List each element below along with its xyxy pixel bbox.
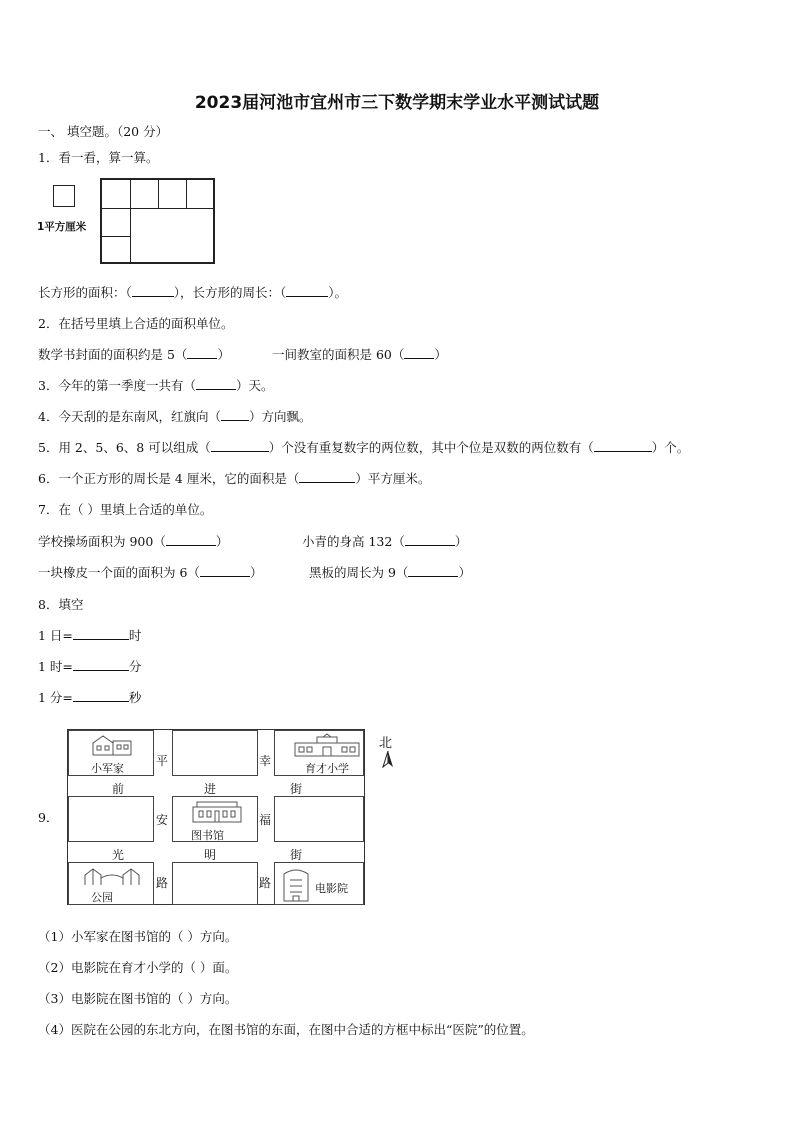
- answer-blank[interactable]: [408, 564, 458, 577]
- question-9-sub-3: （3）电影院在图书馆的（ ）方向。: [38, 991, 238, 1006]
- question-5: 5．用 2、5、6、8 可以组成（ ）个没有重复数字的两位数，其中个位是双数的两位数有（ ）个。: [38, 440, 690, 455]
- answer-blank[interactable]: [73, 658, 129, 671]
- library-building-icon: [191, 799, 243, 823]
- road-label: 路: [156, 876, 169, 890]
- park-pavilion-icon: [83, 866, 141, 886]
- question-7-part-b: 小青的身高 132（ ）: [302, 534, 468, 549]
- answer-blank[interactable]: [299, 470, 355, 483]
- question-6: 6．一个正方形的周长是 4 厘米，它的面积是（ ）平方厘米。: [38, 471, 431, 486]
- road-label: 街: [290, 782, 303, 796]
- map-block-home[interactable]: [68, 730, 154, 776]
- area-answer-blank[interactable]: [132, 284, 174, 297]
- question-2-part-b: 一间教室的面积是 60（ ）: [272, 347, 447, 362]
- question-8-part-b: 1 时= 分: [38, 659, 142, 674]
- answer-blank[interactable]: [211, 439, 269, 452]
- unit-square-label: 1平方厘米: [37, 221, 87, 233]
- road-label: 明: [204, 848, 217, 862]
- page-title: 2023届河池市宜州市三下数学期末学业水平测试试题: [194, 93, 600, 113]
- place-label-cinema: 电影院: [315, 882, 348, 895]
- question-8-part-a: 1 日= 时: [38, 628, 142, 643]
- cinema-building-icon: [281, 866, 311, 902]
- road-label: 街: [290, 848, 303, 862]
- question-9-sub-2: （2）电影院在育才小学的（ ）面。: [38, 960, 238, 975]
- question-2-stem: 2．在括号里填上合适的面积单位。: [38, 316, 234, 331]
- answer-blank[interactable]: [187, 346, 217, 359]
- question-8-stem: 8．填空: [38, 597, 84, 612]
- answer-blank[interactable]: [196, 377, 236, 390]
- question-1-answer-line: 长方形的面积：（ ），长方形的周长：（ ）。: [38, 285, 348, 300]
- question-2-part-a: 数学书封面的面积约是 5（ ）: [38, 347, 230, 362]
- map-block-empty[interactable]: [172, 730, 258, 776]
- road-label: 路: [259, 876, 272, 890]
- answer-blank[interactable]: [73, 627, 129, 640]
- place-label-home: 小军家: [91, 762, 124, 775]
- answer-blank[interactable]: [166, 533, 216, 546]
- question-4: 4．今天刮的是东南风，红旗向（ ）方向飘。: [38, 409, 312, 424]
- north-arrow-icon: [381, 750, 395, 768]
- place-label-library: 图书馆: [191, 829, 224, 842]
- road-label: 幸: [259, 754, 272, 768]
- road-label: 平: [156, 754, 169, 768]
- street-map-figure: [67, 729, 365, 905]
- place-label-park: 公园: [91, 891, 113, 904]
- road-label: 福: [259, 813, 272, 827]
- question-9-number: 9．: [38, 810, 59, 825]
- question-7-stem: 7．在（ ）里填上合适的单位。: [38, 502, 213, 517]
- answer-blank[interactable]: [594, 439, 652, 452]
- answer-blank[interactable]: [405, 533, 455, 546]
- road-label: 安: [156, 813, 169, 827]
- perimeter-answer-blank[interactable]: [286, 284, 328, 297]
- section-heading: 一、 填空题。（20 分）: [38, 124, 169, 139]
- question-9-sub-1: （1）小军家在图书馆的（ ）方向。: [38, 929, 238, 944]
- place-label-school: 育才小学: [305, 762, 349, 775]
- school-building-icon: [293, 733, 361, 757]
- map-block-empty[interactable]: [274, 796, 364, 842]
- north-label: 北: [379, 736, 393, 751]
- map-block-park[interactable]: [68, 862, 154, 905]
- question-7-part-a: 学校操场面积为 900（ ）: [38, 534, 229, 549]
- map-block-empty[interactable]: [68, 796, 154, 842]
- question-3: 3．今年的第一季度一共有（ ）天。: [38, 378, 274, 393]
- question-7-part-c: 一块橡皮一个面的面积为 6（ ）: [38, 565, 263, 580]
- question-9-sub-4: （4）医院在公园的东北方向，在图书馆的东面，在图中合适的方框中标出“医院”的位置。: [38, 1022, 534, 1037]
- answer-blank[interactable]: [221, 408, 249, 421]
- map-block-empty[interactable]: [172, 862, 258, 905]
- unit-square-figure: [53, 185, 75, 207]
- question-1-stem: 1．看一看，算一算。: [38, 150, 159, 165]
- map-block-library[interactable]: [172, 796, 258, 842]
- question-8-part-c: 1 分= 秒: [38, 690, 142, 705]
- map-block-school[interactable]: [274, 730, 364, 776]
- answer-blank[interactable]: [200, 564, 250, 577]
- house-icon: [91, 734, 133, 756]
- road-label: 光: [112, 848, 125, 862]
- rectangle-grid-figure: [100, 178, 215, 264]
- road-label: 进: [204, 782, 217, 796]
- question-7-part-d: 黑板的周长为 9（ ）: [309, 565, 471, 580]
- map-block-cinema[interactable]: [274, 862, 364, 905]
- answer-blank[interactable]: [73, 689, 129, 702]
- answer-blank[interactable]: [404, 346, 434, 359]
- road-label: 前: [112, 782, 125, 796]
